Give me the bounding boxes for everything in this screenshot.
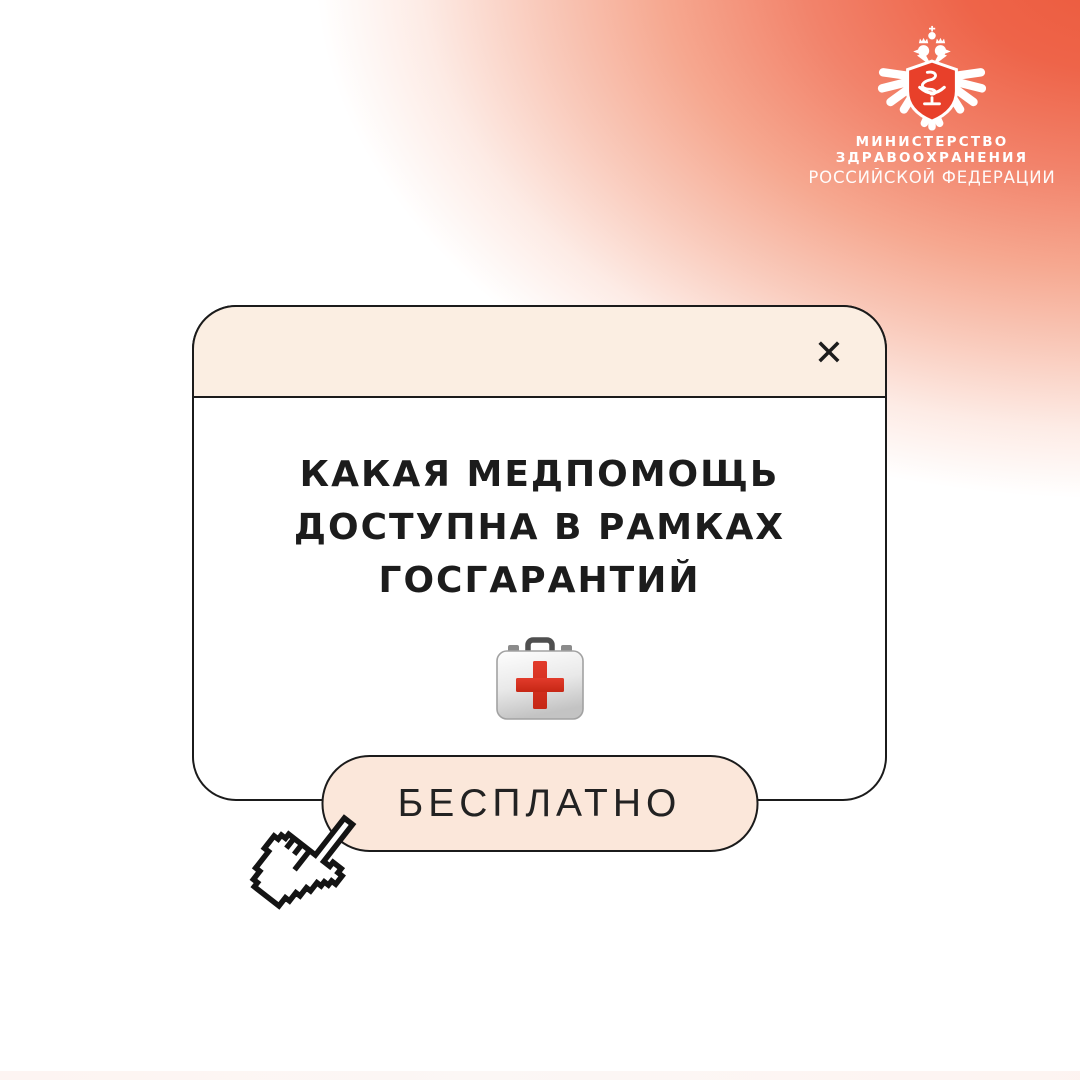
dialog-title-line3: ГОСГАРАНТИЙ bbox=[378, 560, 701, 601]
dialog-title bbox=[294, 448, 785, 607]
bottom-edge-strip bbox=[0, 1071, 1080, 1080]
ministry-name-line3: РОССИЙСКОЙ ФЕДЕРАЦИИ bbox=[808, 168, 1056, 187]
close-button[interactable]: ✕ bbox=[813, 332, 845, 373]
dialog-body bbox=[194, 400, 885, 799]
dialog-title-line1: КАКАЯ МЕДПОМОЩЬ bbox=[299, 454, 780, 495]
dialog-titlebar bbox=[192, 305, 887, 398]
ministry-logo bbox=[802, 22, 1062, 187]
dialog-title-line2: ДОСТУПНА В РАМКАХ bbox=[293, 507, 786, 548]
ministry-name-line1: МИНИСТЕРСТВО bbox=[855, 134, 1009, 150]
first-aid-kit-icon bbox=[494, 633, 586, 723]
ministry-eagle-emblem-icon bbox=[871, 22, 993, 134]
ministry-name-line2: ЗДРАВООХРАНЕНИЯ bbox=[835, 150, 1029, 166]
free-button[interactable]: БЕСПЛАТНО bbox=[321, 755, 758, 852]
dialog-window bbox=[192, 305, 887, 825]
